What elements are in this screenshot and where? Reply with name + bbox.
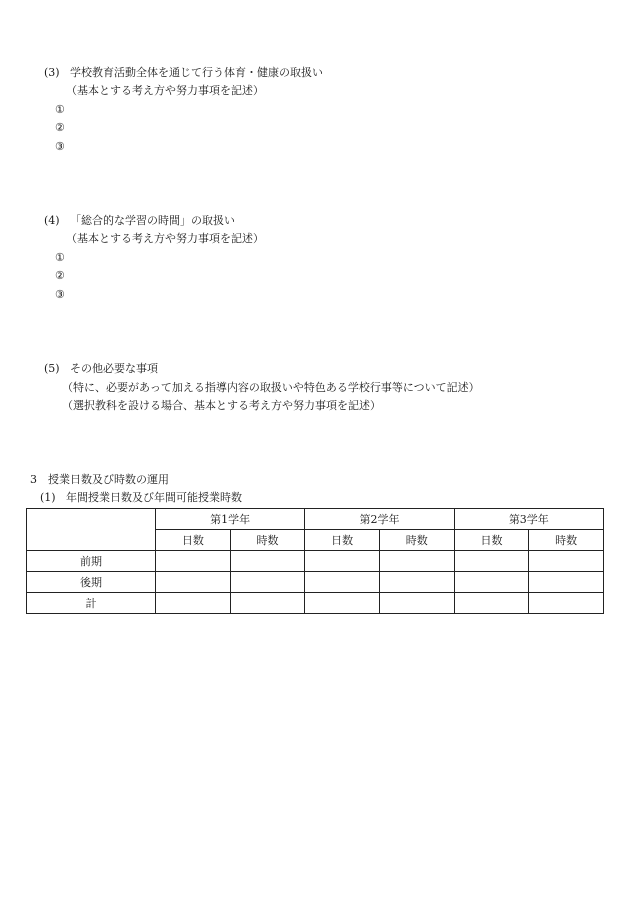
table-row [27,551,604,572]
section-3-heading [44,65,323,81]
column-header: 日数 [305,530,380,551]
section-number: (5) [44,362,60,375]
table-corner-cell [27,509,156,551]
grade-header: 第2学年 [305,509,454,530]
list-item: ① [55,103,65,116]
table-cell[interactable] [156,572,231,593]
section-title: その他必要な事項 [70,362,158,375]
table-cell[interactable] [529,593,604,614]
column-header: 日数 [454,530,529,551]
section-number: (3) [44,66,60,79]
chapter-title: 授業日数及び時数の運用 [48,473,169,486]
table-cell[interactable] [379,572,454,593]
section-5-heading [44,361,158,377]
grade-header: 第3学年 [454,509,603,530]
hours-table [26,508,604,614]
table-cell[interactable] [529,572,604,593]
table-cell[interactable] [156,551,231,572]
list-item: ③ [55,288,65,301]
grade-header: 第1学年 [156,509,305,530]
chapter-3-heading [30,472,169,488]
column-header: 時数 [230,530,305,551]
table-cell[interactable] [454,593,529,614]
table-cell[interactable] [156,593,231,614]
table-cell[interactable] [230,551,305,572]
section-note: （特に、必要があって加える指導内容の取扱いや特色ある学校行事等について記述） [62,381,480,394]
subsection-title: 年間授業日数及び年間可能授業時数 [66,491,242,504]
list-item: ② [55,121,65,134]
table-cell[interactable] [529,551,604,572]
table-cell[interactable] [230,593,305,614]
section-note: （選択教科を設ける場合、基本とする考え方や努力事項を記述） [62,399,381,412]
list-item: ③ [55,140,65,153]
chapter-number: 3 [30,473,37,486]
section-title: 「総合的な学習の時間」の取扱い [70,214,235,227]
table-row [27,593,604,614]
section-note: （基本とする考え方や努力事項を記述） [66,84,264,97]
subsection-1-heading [40,490,242,506]
row-label: 後期 [27,572,156,593]
list-item: ① [55,251,65,264]
table-cell[interactable] [230,572,305,593]
table-cell[interactable] [454,551,529,572]
column-header: 時数 [379,530,454,551]
list-item: ② [55,269,65,282]
table-cell[interactable] [305,572,380,593]
table-cell[interactable] [454,572,529,593]
row-label: 前期 [27,551,156,572]
column-header: 日数 [156,530,231,551]
table-cell[interactable] [379,593,454,614]
table-row [27,572,604,593]
subsection-number: (1) [40,491,56,504]
table-cell[interactable] [305,593,380,614]
row-label: 計 [27,593,156,614]
section-note: （基本とする考え方や努力事項を記述） [66,232,264,245]
section-number: (4) [44,214,60,227]
table-cell[interactable] [379,551,454,572]
table-header-row [27,509,604,530]
column-header: 時数 [529,530,604,551]
section-title: 学校教育活動全体を通じて行う体育・健康の取扱い [70,66,323,79]
section-4-heading [44,213,235,229]
table-cell[interactable] [305,551,380,572]
